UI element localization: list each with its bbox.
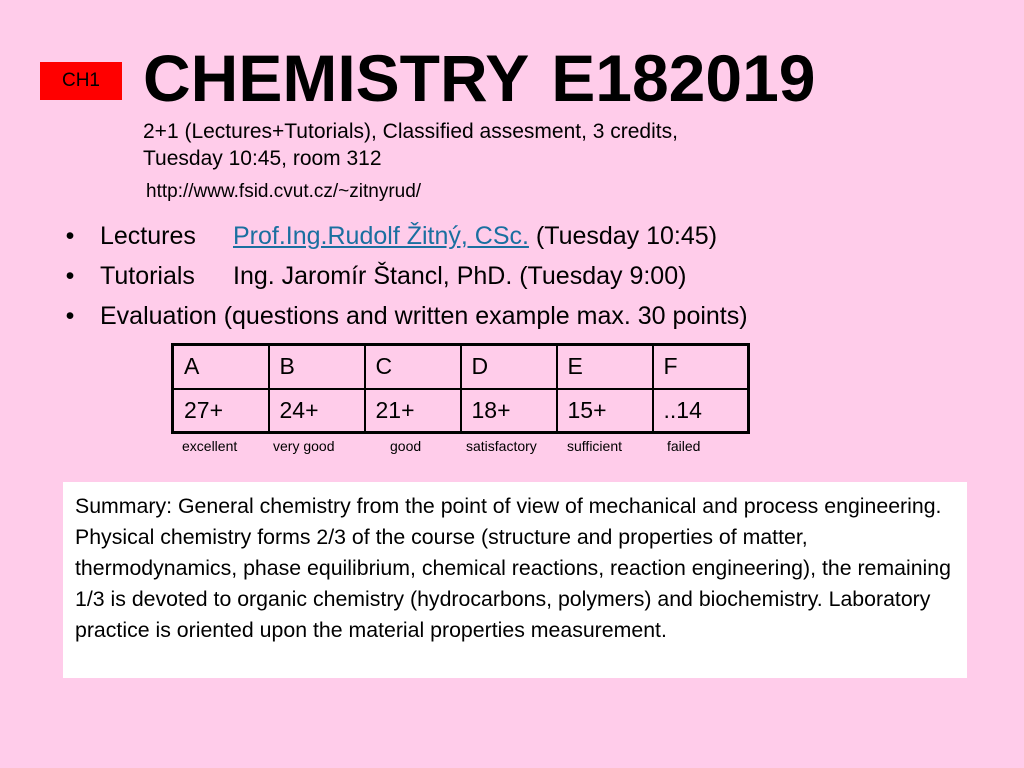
bullet-icon: • [65,302,75,330]
table-row-grades [173,345,749,389]
grade-description: very good [273,438,335,454]
course-info-line-2: Tuesday 10:45, room 312 [143,147,382,170]
points-cell: 15+ [557,389,653,433]
grade-description: good [390,438,422,454]
evaluation-text: Evaluation (questions and written example max. 30 points) [100,302,748,330]
course-info-line-1: 2+1 (Lectures+Tutorials), Classified assesment, 3 credits, [143,120,678,143]
grade-cell: B [269,345,365,389]
bullet-tutorials [60,256,748,296]
points-cell: 27+ [173,389,269,433]
course-info [143,118,678,172]
grade-cell: E [557,345,653,389]
points-cell: 18+ [461,389,557,433]
tutor-info: Ing. Jaromír Štancl, PhD. (Tuesday 9:00) [233,262,687,290]
grade-description: failed [667,438,701,454]
grade-cell: D [461,345,557,389]
title-course-number: E182019 [551,41,816,115]
grade-description: excellent [182,438,238,454]
bullet-label-lectures: Lectures [100,222,196,250]
bullet-icon: • [65,262,75,290]
course-summary: Summary: General chemistry from the point of view of mechanical and process engineering. Physical chemistry forms 2/3 of the course (structure and properties of matter, thermodynamics, phase equilibrium, chemical reactions, reaction engineering), the remaining 1/3 is devoted to organic chemistry (hydrocarbons, polymers) and biochemistry. Laboratory practice is oriented upon the material properties measurement. [63,482,967,678]
lectures-time: (Tuesday 10:45) [528,222,718,250]
grade-cell: F [653,345,749,389]
course-url[interactable]: http://www.fsid.cvut.cz/~zitnyrud/ [146,181,422,202]
points-cell: ..14 [653,389,749,433]
bullet-icon: • [65,222,75,250]
bullet-label-tutorials: Tutorials [100,262,195,290]
title-subject: CHEMISTRY [143,41,530,115]
grade-cell: C [365,345,461,389]
grading-table [171,343,750,434]
grade-description: sufficient [567,438,622,454]
grade-description: satisfactory [466,438,537,454]
table-row-points [173,389,749,433]
lecturer-link[interactable]: Prof.Ing.Rudolf Žitný, CSc. [233,222,529,250]
points-cell: 24+ [269,389,365,433]
bullet-lectures [60,216,748,256]
course-code-badge: CH1 [40,62,122,100]
grade-cell: A [173,345,269,389]
bullet-evaluation [60,296,748,336]
points-cell: 21+ [365,389,461,433]
course-details-list [60,216,748,336]
page-title [143,40,816,116]
grade-descriptions [171,438,761,456]
